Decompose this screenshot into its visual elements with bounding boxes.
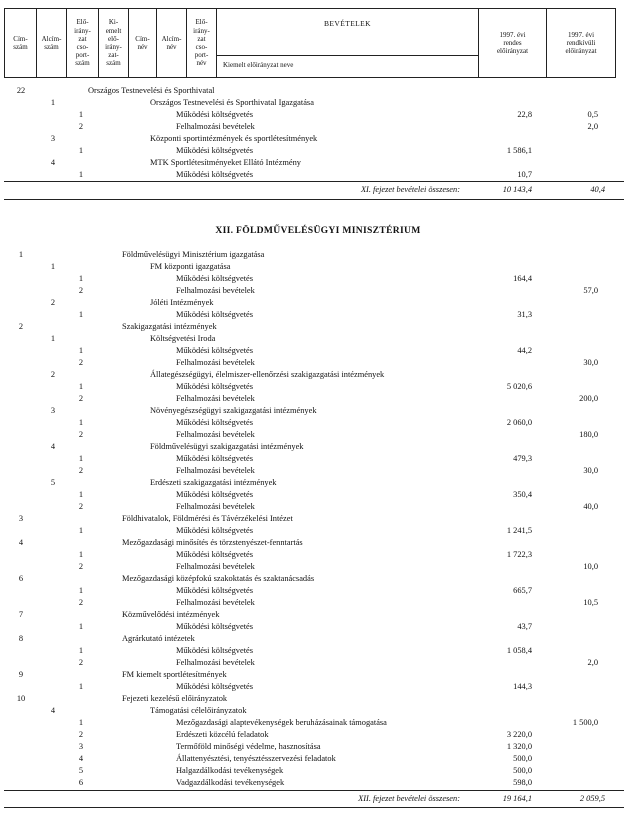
row-rendes-value: 1 058,4 (506, 646, 532, 655)
row-label: Működési költségvetés (176, 550, 253, 559)
row-label: Mezőgazdasági minősítés és törzstenyészet-fenntartás (122, 538, 303, 547)
row-label: Központi sportintézmények és sportlétesítmények (150, 134, 318, 143)
row-number: 2 (78, 394, 84, 403)
row-number: 4 (78, 754, 84, 763)
row-rendes-value: 350,4 (513, 490, 532, 499)
row-label: Földhivatalok, Földmérési és Távérzékelési Intézet (122, 514, 293, 523)
row-number: 4 (50, 442, 56, 451)
row-number: 22 (16, 86, 26, 95)
row-number: 2 (78, 598, 84, 607)
row-number: 5 (50, 478, 56, 487)
row-rendes-value: 10,7 (517, 170, 532, 179)
header-alcim-szam: Alcím- szám (37, 9, 67, 77)
row-number: 2 (78, 286, 84, 295)
xii-total-rendes: 19 164,1 (502, 794, 532, 803)
row-number: 1 (78, 346, 84, 355)
row-rendes-value: 3 220,0 (506, 730, 532, 739)
row-label: Szakigazgatási intézmények (122, 322, 217, 331)
row-label: FM kiemelt sportlétesítmények (122, 670, 227, 679)
row-number: 1 (50, 334, 56, 343)
row-label: Működési költségvetés (176, 646, 253, 655)
row-number: 1 (78, 170, 84, 179)
row-label: Növényegészségügyi szakigazgatási intézmények (150, 406, 317, 415)
xi-total-label: XI. fejezet bevételei összesen: (360, 185, 460, 194)
row-number: 2 (18, 322, 24, 331)
row-rendes-value: 479,3 (513, 454, 532, 463)
row-number: 1 (50, 98, 56, 107)
row-rendes-value: 598,0 (513, 778, 532, 787)
row-rendes-value: 2 060,0 (506, 418, 532, 427)
row-label: Agrárkutató intézetek (122, 634, 195, 643)
row-label: Felhalmozási bevételek (176, 502, 255, 511)
row-label: Felhalmozási bevételek (176, 286, 255, 295)
row-number: 1 (18, 250, 24, 259)
row-rendkivuli-value: 2,0 (587, 122, 598, 131)
row-label: Felhalmozási bevételek (176, 394, 255, 403)
xi-total-rendkivuli: 40,4 (590, 185, 605, 194)
row-number: 1 (78, 622, 84, 631)
row-label: Felhalmozási bevételek (176, 562, 255, 571)
row-number: 1 (78, 274, 84, 283)
row-number: 3 (18, 514, 24, 523)
header-kiemelt-eloiranyzat-szam: Ki- emelt elő- irány- zat- szám (99, 9, 129, 77)
xii-total-rendkivuli: 2 059,5 (579, 794, 605, 803)
row-rendes-value: 31,3 (517, 310, 532, 319)
row-label: Felhalmozási bevételek (176, 658, 255, 667)
row-number: 3 (78, 742, 84, 751)
row-rendes-value: 500,0 (513, 754, 532, 763)
row-label: Erdészeti szakigazgatási intézmények (150, 478, 277, 487)
row-number: 10 (16, 694, 26, 703)
row-rendes-value: 1 722,3 (506, 550, 532, 559)
row-number: 3 (50, 134, 56, 143)
row-rendes-value: 164,4 (513, 274, 532, 283)
row-label: Támogatási célelőirányzatok (150, 706, 247, 715)
header-eloiranyzat-csoport-nev: Elő- irány- zat cso- port- név (187, 9, 217, 77)
row-label: Állattenyésztési, tenyésztésszervezési feladatok (176, 754, 336, 763)
row-number: 6 (78, 778, 84, 787)
row-label: Költségvetési Iroda (150, 334, 216, 343)
row-label: Működési költségvetés (176, 110, 253, 119)
header-eloiranyzat-csoport-szam: Elő- irány- zat cso- port- szám (67, 9, 99, 77)
row-number: 1 (78, 490, 84, 499)
row-rendkivuli-value: 200,0 (579, 394, 598, 403)
row-label: Működési költségvetés (176, 454, 253, 463)
row-label: Országos Testnevelési és Sporthivatal (88, 86, 215, 95)
row-number: 2 (78, 658, 84, 667)
row-number: 6 (18, 574, 24, 583)
row-label: Működési költségvetés (176, 382, 253, 391)
row-number: 1 (78, 718, 84, 727)
row-number: 2 (78, 358, 84, 367)
row-label: Vadgazdálkodási tevékenységek (176, 778, 285, 787)
row-number: 2 (78, 430, 84, 439)
row-label: Mezőgazdasági alaptevékenységek beruházásainak támogatása (176, 718, 387, 727)
row-rendes-value: 1 241,5 (506, 526, 532, 535)
row-rendkivuli-value: 2,0 (587, 658, 598, 667)
row-label: Felhalmozási bevételek (176, 358, 255, 367)
row-label: Működési költségvetés (176, 526, 253, 535)
row-rendkivuli-value: 30,0 (583, 358, 598, 367)
row-label: Működési költségvetés (176, 346, 253, 355)
row-number: 1 (78, 682, 84, 691)
table-header (4, 8, 616, 78)
row-rendes-value: 665,7 (513, 586, 532, 595)
row-label: Földművelésügyi szakigazgatási intézmények (150, 442, 304, 451)
header-cim-szam: Cím- szám (5, 9, 37, 77)
row-rendkivuli-value: 1 500,0 (572, 718, 598, 727)
row-number: 5 (78, 766, 84, 775)
xi-total-rendes: 10 143,4 (502, 185, 532, 194)
row-rendkivuli-value: 57,0 (583, 286, 598, 295)
row-rendes-value: 1 586,1 (506, 146, 532, 155)
divider-xii (4, 790, 624, 791)
row-number: 4 (18, 538, 24, 547)
header-kiemelt-nev: Kiemelt előirányzat neve (223, 61, 294, 69)
row-number: 1 (78, 454, 84, 463)
row-label: MTK Sportlétesítményeket Ellátó Intézmény (150, 158, 301, 167)
row-number: 7 (18, 610, 24, 619)
divider-xi-bottom (4, 199, 624, 200)
row-rendkivuli-value: 0,5 (587, 110, 598, 119)
header-divider (217, 55, 478, 56)
row-label: Állategészségügyi, élelmiszer-ellenőrzési szakigazgatási intézmények (150, 370, 385, 379)
row-rendes-value: 5 020,6 (506, 382, 532, 391)
row-label: Országos Testnevelési és Sporthivatal Igazgatása (150, 98, 314, 107)
row-label: Felhalmozási bevételek (176, 122, 255, 131)
row-number: 2 (78, 502, 84, 511)
row-label: Működési költségvetés (176, 586, 253, 595)
row-label: Felhalmozási bevételek (176, 598, 255, 607)
row-number: 1 (78, 418, 84, 427)
row-rendes-value: 144,3 (513, 682, 532, 691)
row-rendes-value: 43,7 (517, 622, 532, 631)
row-number: 1 (78, 310, 84, 319)
row-number: 8 (18, 634, 24, 643)
row-number: 3 (50, 406, 56, 415)
row-number: 1 (78, 382, 84, 391)
row-number: 1 (78, 110, 84, 119)
row-label: Működési költségvetés (176, 146, 253, 155)
row-label: Mezőgazdasági középfokú szakoktatás és szaktanácsadás (122, 574, 315, 583)
row-number: 1 (78, 646, 84, 655)
row-number: 9 (18, 670, 24, 679)
header-cim-nev: Cím- név (129, 9, 157, 77)
row-rendes-value: 22,8 (517, 110, 532, 119)
row-label: Földművelésügyi Minisztérium igazgatása (122, 250, 265, 259)
row-number: 2 (50, 298, 56, 307)
row-label: Fejezeti kezelésű előirányzatok (122, 694, 228, 703)
row-label: Jóléti Intézmények (150, 298, 214, 307)
row-rendes-value: 1 320,0 (506, 742, 532, 751)
row-number: 1 (78, 146, 84, 155)
row-label: Működési költségvetés (176, 274, 253, 283)
xii-total-label: XII. fejezet bevételei összesen: (358, 794, 460, 803)
header-alcim-nev: Alcím- név (157, 9, 187, 77)
row-label: Működési költségvetés (176, 682, 253, 691)
row-number: 2 (78, 562, 84, 571)
row-label: Működési költségvetés (176, 418, 253, 427)
row-number: 2 (78, 730, 84, 739)
row-rendkivuli-value: 10,5 (583, 598, 598, 607)
row-label: Termőföld minőségi védelme, hasznosítása (176, 742, 321, 751)
row-label: Működési költségvetés (176, 170, 253, 179)
row-label: Erdészeti közcélú feladatok (176, 730, 269, 739)
row-number: 2 (78, 466, 84, 475)
row-rendkivuli-value: 10,0 (583, 562, 598, 571)
row-number: 1 (78, 586, 84, 595)
divider-xii-bottom (4, 807, 624, 808)
row-rendkivuli-value: 180,0 (579, 430, 598, 439)
row-label: Felhalmozási bevételek (176, 466, 255, 475)
row-number: 4 (50, 158, 56, 167)
row-rendkivuli-value: 40,0 (583, 502, 598, 511)
row-label: FM központi igazgatása (150, 262, 231, 271)
row-label: Közművelődési intézmények (122, 610, 220, 619)
header-bevetelek: BEVÉTELEK (324, 19, 371, 28)
xii-title: XII. FÖLDMŰVELÉSÜGYI MINISZTÉRIUM (215, 225, 421, 236)
row-label: Felhalmozási bevételek (176, 430, 255, 439)
row-label: Működési költségvetés (176, 490, 253, 499)
row-rendkivuli-value: 30,0 (583, 466, 598, 475)
header-rendkivuli-eloiranyzat: 1997. évi rendkívüli előirányzat (565, 30, 597, 56)
row-label: Működési költségvetés (176, 310, 253, 319)
row-number: 1 (78, 550, 84, 559)
header-rendes-eloiranyzat: 1997. évi rendes előirányzat (479, 9, 547, 77)
row-number: 4 (50, 706, 56, 715)
row-number: 1 (50, 262, 56, 271)
row-label: Működési költségvetés (176, 622, 253, 631)
row-number: 2 (78, 122, 84, 131)
row-rendes-value: 44,2 (517, 346, 532, 355)
divider-xi (4, 181, 624, 182)
row-rendes-value: 500,0 (513, 766, 532, 775)
header-bevetelek-block (217, 9, 479, 77)
row-number: 1 (78, 526, 84, 535)
row-label: Halgazdálkodási tevékenységek (176, 766, 284, 775)
row-number: 2 (50, 370, 56, 379)
